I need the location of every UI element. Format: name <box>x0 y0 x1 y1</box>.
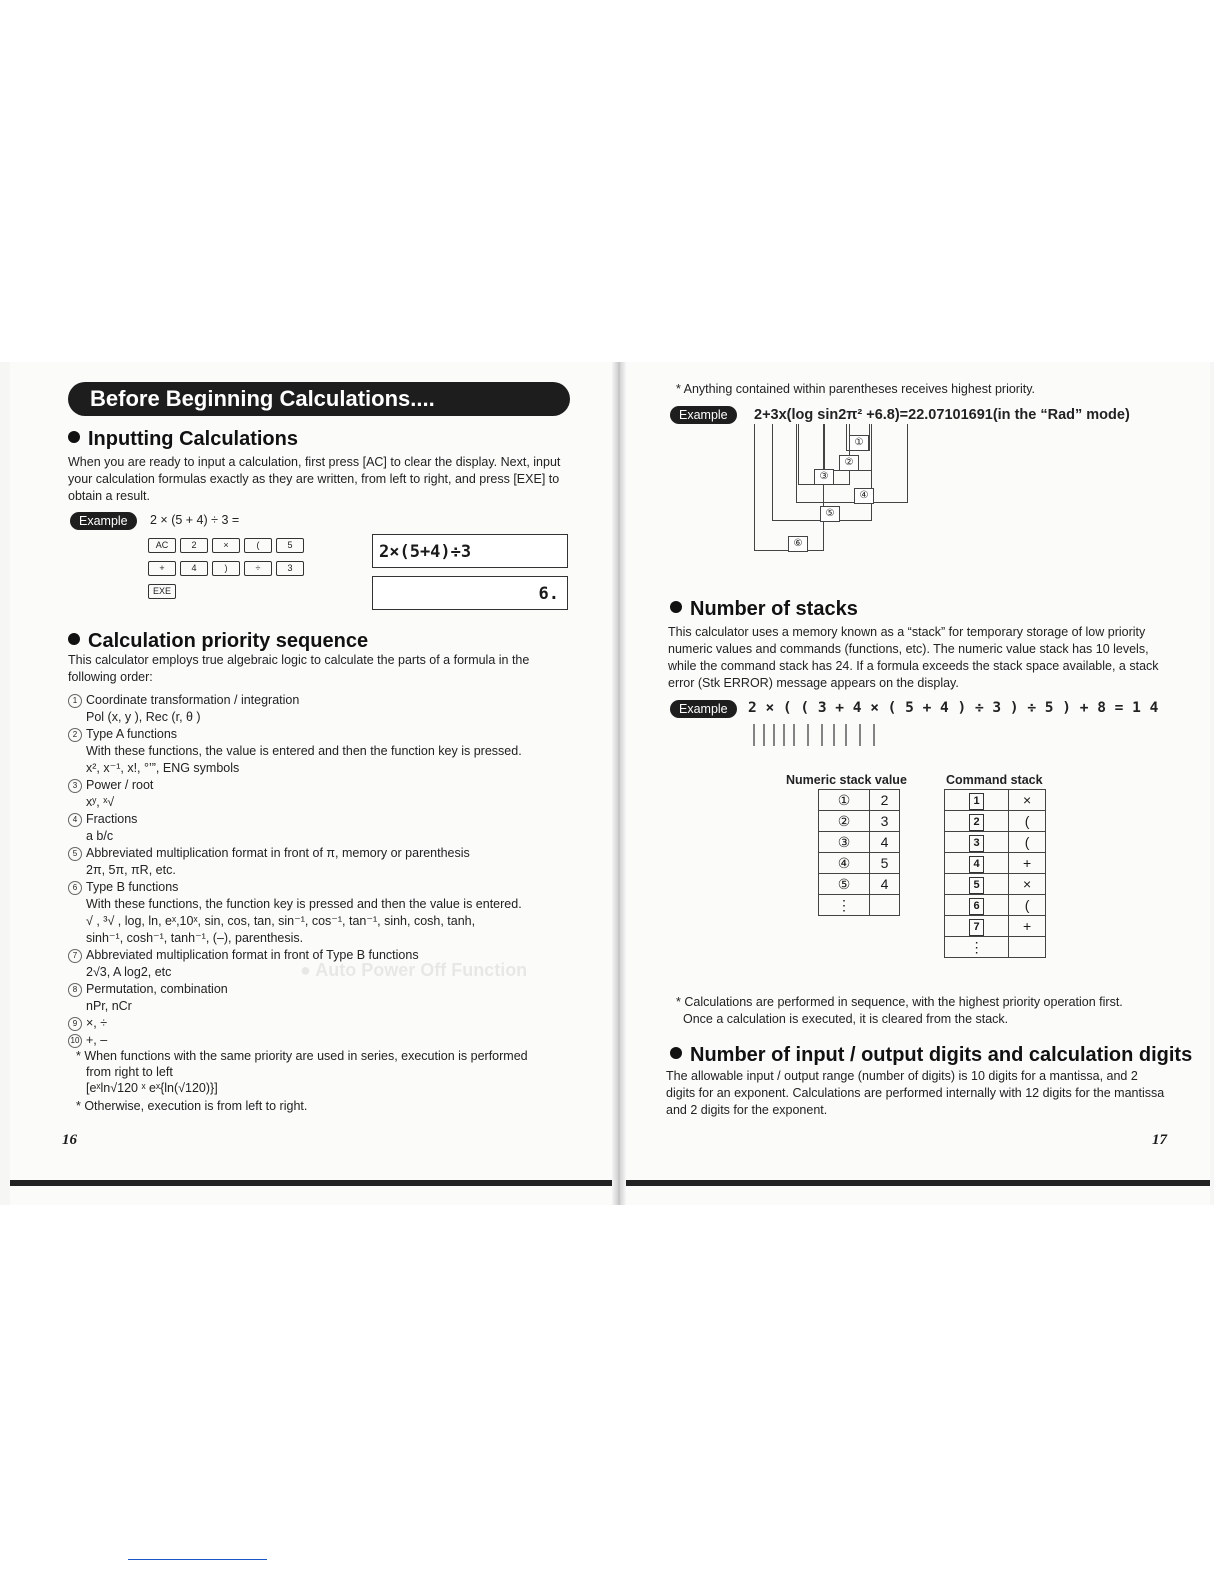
priority-number-badge: 1 <box>68 694 82 708</box>
stack-row <box>819 874 900 895</box>
stack-level <box>945 790 1009 811</box>
stack-row <box>945 916 1046 937</box>
key-sequence-row-1 <box>148 535 308 553</box>
stack-row <box>945 874 1046 895</box>
stack-value: 4 <box>870 874 900 895</box>
stack-value <box>1009 937 1046 958</box>
priority-number-badge: 3 <box>68 779 82 793</box>
stack-level <box>945 937 1009 958</box>
priority-item <box>68 1032 107 1048</box>
heading-stacks: Number of stacks <box>670 598 858 621</box>
stack-row <box>819 895 900 916</box>
priority-item-text: Abbreviated multiplication format in front of π, memory or parenthesis <box>86 846 470 860</box>
stack-row <box>945 895 1046 916</box>
example-expression-right: 2+3x(log sin2π² +6.8)=22.07101691(in the “Rad” mode) <box>754 407 1130 423</box>
stack-value: 4 <box>870 832 900 853</box>
priority-item-text: Coordinate transformation / integration <box>86 693 300 707</box>
priority-item-text: Fractions <box>86 812 138 826</box>
stack-level <box>819 874 870 895</box>
priority-item <box>68 947 419 963</box>
priority-number-badge: 5 <box>68 847 82 861</box>
stack-value: × <box>1009 790 1046 811</box>
stack-level-label: ⑤ <box>837 875 851 892</box>
stack-level-label: 4 <box>969 856 984 873</box>
note-parentheses: * Anything contained within parentheses receives highest priority. <box>676 382 1036 396</box>
left-bottom-rule <box>10 1180 612 1186</box>
key-close-paren: ) <box>212 561 240 576</box>
heading-priority: Calculation priority sequence <box>68 630 368 653</box>
stack-arrows <box>746 718 886 754</box>
priority-item <box>68 845 470 861</box>
key-divide: ÷ <box>244 561 272 576</box>
paragraph-digits: The allowable input / output range (number of digits) is 10 digits for a mantissa, and 2 digits for an exponent. Calculations are performed internally with 12 digits for the mantissa and 2 digits for the exponent. <box>666 1069 1165 1117</box>
bracket-label-1: ① <box>849 435 869 451</box>
key-plus: + <box>148 561 176 576</box>
stack-row <box>819 832 900 853</box>
bracket-label-5: ⑤ <box>820 506 840 522</box>
stack-level <box>819 832 870 853</box>
display-result: 6. <box>372 576 568 610</box>
bracket-6 <box>754 424 824 551</box>
priority-item-detail <box>86 998 132 1014</box>
key-2: 2 <box>180 538 208 553</box>
command-stack-table <box>944 789 1046 958</box>
priority-item-text: Type B functions <box>86 880 179 894</box>
stack-value: ( <box>1009 895 1046 916</box>
bullet-icon <box>68 633 80 645</box>
priority-item <box>68 1015 107 1031</box>
priority-item <box>68 692 299 708</box>
priority-item-detail <box>86 794 114 810</box>
heading-digits: Number of input / output digits and calculation digits <box>670 1044 1192 1067</box>
stack-level-label: 1 <box>969 793 984 810</box>
right-bottom-rule <box>626 1180 1210 1186</box>
example-badge: Example <box>70 512 137 530</box>
stack-level-label: ④ <box>837 854 851 871</box>
key-3: 3 <box>276 561 304 576</box>
example-badge-right: Example <box>670 406 737 424</box>
key-4: 4 <box>180 561 208 576</box>
heading-inputting: Inputting Calculations <box>68 428 298 451</box>
stack-row <box>819 853 900 874</box>
stack-value: 5 <box>870 853 900 874</box>
bracket-label-2: ② <box>839 455 859 471</box>
note-series-cont: from right to left <box>86 1065 173 1079</box>
priority-item-text: Power / root <box>86 778 154 792</box>
priority-item-text: ×, ÷ <box>86 1016 108 1030</box>
priority-item-text: a b/c <box>86 829 114 843</box>
priority-item <box>68 777 153 793</box>
key-5: 5 <box>276 538 304 553</box>
priority-item-text: Abbreviated multiplication format in front of Type B functions <box>86 948 419 962</box>
stack-level-label: ⋮ <box>969 938 984 955</box>
bracket-label-6: ⑥ <box>788 536 808 552</box>
priority-item-text: With these functions, the function key is pressed and then the value is entered. <box>86 897 522 911</box>
section-banner: Before Beginning Calculations.... <box>68 382 570 416</box>
stack-value: + <box>1009 916 1046 937</box>
priority-item-text: 2π, 5π, πR, etc. <box>86 863 176 877</box>
numeric-stack-header: Numeric stack value <box>786 773 907 787</box>
book-spread <box>0 362 1214 1205</box>
priority-item-detail <box>86 760 239 776</box>
stack-level <box>819 853 870 874</box>
stack-level <box>945 916 1009 937</box>
priority-number-badge: 4 <box>68 813 82 827</box>
note-otherwise: * Otherwise, execution is from left to right. <box>76 1099 308 1113</box>
priority-item-text: xʸ, ˣ√ <box>86 795 115 809</box>
command-stack-header: Command stack <box>946 773 1043 787</box>
priority-item-detail <box>86 896 522 912</box>
priority-item-text: x², x⁻¹, x!, °’”, ENG symbols <box>86 761 240 775</box>
priority-number-badge: 8 <box>68 983 82 997</box>
priority-item-text: Permutation, combination <box>86 982 228 996</box>
priority-item-text: Type A functions <box>86 727 178 741</box>
key-multiply: × <box>212 538 240 553</box>
stack-row <box>945 937 1046 958</box>
stack-level <box>819 790 870 811</box>
priority-number-badge: 7 <box>68 949 82 963</box>
priority-item-text: +, – <box>86 1033 108 1047</box>
example-badge-stacks: Example <box>670 700 737 718</box>
stack-row <box>945 790 1046 811</box>
note-series: * When functions with the same priority are used in series, execution is performed <box>76 1049 528 1063</box>
stack-level <box>819 895 870 916</box>
stack-value: ( <box>1009 811 1046 832</box>
stack-value: 3 <box>870 811 900 832</box>
display-input: 2×(5+4)÷3 <box>372 534 568 568</box>
stack-value <box>870 895 900 916</box>
stack-level-label: ① <box>837 791 851 808</box>
bleed-through: ● Auto Power Off Function <box>300 960 528 980</box>
key-open-paren: ( <box>244 538 272 553</box>
note-sequence: * Calculations are performed in sequence, with the highest priority operation first. <box>676 995 1123 1009</box>
stack-value: 2 <box>870 790 900 811</box>
stack-level-label: 3 <box>969 835 984 852</box>
key-sequence-row-3 <box>148 581 180 599</box>
priority-item-detail <box>86 862 176 878</box>
key-ac: AC <box>148 538 176 553</box>
priority-item <box>68 811 137 827</box>
stack-level-label: 7 <box>969 919 984 936</box>
priority-number-badge: 2 <box>68 728 82 742</box>
stack-level-label: ⋮ <box>837 896 852 913</box>
stack-row <box>819 790 900 811</box>
stack-value: × <box>1009 874 1046 895</box>
note-series-example: [eˣln√120 ˣ eˣ{ln(√120)}] <box>86 1081 218 1095</box>
priority-item-detail <box>86 930 303 946</box>
bullet-icon <box>670 1047 682 1059</box>
priority-item-text: nPr, nCr <box>86 999 132 1013</box>
bullet-icon <box>670 601 682 613</box>
stack-value: ( <box>1009 832 1046 853</box>
note-sequence-cont: Once a calculation is executed, it is cleared from the stack. <box>683 1012 1009 1026</box>
priority-item-detail <box>86 828 113 844</box>
stack-level <box>945 832 1009 853</box>
stack-level <box>819 811 870 832</box>
priority-number-badge: 9 <box>68 1017 82 1031</box>
priority-item-detail <box>86 743 522 759</box>
stack-level-label: 5 <box>969 877 984 894</box>
priority-item-detail <box>86 913 475 929</box>
priority-item-detail <box>86 964 171 980</box>
priority-item-text: 2√3, A log2, etc <box>86 965 172 979</box>
example-expression: 2 × (5 + 4) ÷ 3 = <box>150 513 240 527</box>
paragraph-inputting: When you are ready to input a calculation, first press [AC] to clear the display. Next, input your calculation formulas exactly as they are written, from left to right, and press [EXE] to obtain a result. <box>68 455 561 503</box>
page-number-right: 17 <box>1152 1132 1167 1148</box>
bracket-label-4: ④ <box>854 488 874 504</box>
priority-item-text: sinh⁻¹, cosh⁻¹, tanh⁻¹, (–), parenthesis. <box>86 931 304 945</box>
stack-row <box>945 853 1046 874</box>
priority-item <box>68 726 177 742</box>
bracket-label-3: ③ <box>814 469 834 485</box>
stack-row <box>945 811 1046 832</box>
priority-item-text: √ , ³√ , log, ln, eˣ,10ˣ, sin, cos, tan, sin⁻¹, cos⁻¹, tan⁻¹, sinh, cosh, tanh, <box>86 914 476 928</box>
stack-level-label: ② <box>837 812 851 829</box>
stack-level-label: ③ <box>837 833 851 850</box>
paragraph-stacks: This calculator uses a memory known as a “stack” for temporary storage of low priority numeric values and commands (functions, etc). The numeric value stack has 10 levels, while the command stack has 24. If a formula exceeds the stack space available, a stack error (Stk ERROR) message appears on the display. <box>668 625 1159 690</box>
priority-number-badge: 6 <box>68 881 82 895</box>
underline-link-mark <box>128 1559 267 1560</box>
priority-item <box>68 879 178 895</box>
priority-item-detail <box>86 709 201 725</box>
stack-level <box>945 853 1009 874</box>
stack-level-label: 2 <box>969 814 984 831</box>
stack-row <box>945 832 1046 853</box>
numeric-stack-table <box>818 789 900 916</box>
bullet-icon <box>68 431 80 443</box>
priority-item-text: Pol (x, y ), Rec (r, θ ) <box>86 710 201 724</box>
page-number-left: 16 <box>62 1132 77 1148</box>
key-sequence-row-2 <box>148 558 308 576</box>
stack-level <box>945 895 1009 916</box>
priority-number-badge: 10 <box>68 1034 82 1048</box>
priority-item-text: With these functions, the value is entered and then the function key is pressed. <box>86 744 522 758</box>
example-expression-stacks: 2 × ( ( 3 + 4 × ( 5 + 4 ) ÷ 3 ) ÷ 5 ) + 8 = 1 4 <box>748 700 1159 716</box>
stack-level-label: 6 <box>969 898 984 915</box>
stack-level <box>945 811 1009 832</box>
priority-item <box>68 981 228 997</box>
stack-row <box>819 811 900 832</box>
stack-level <box>945 874 1009 895</box>
key-exe: EXE <box>148 584 176 599</box>
paragraph-priority: This calculator employs true algebraic logic to calculate the parts of a formula in the following order: <box>68 653 530 684</box>
stack-value: + <box>1009 853 1046 874</box>
book-gutter <box>612 362 626 1205</box>
